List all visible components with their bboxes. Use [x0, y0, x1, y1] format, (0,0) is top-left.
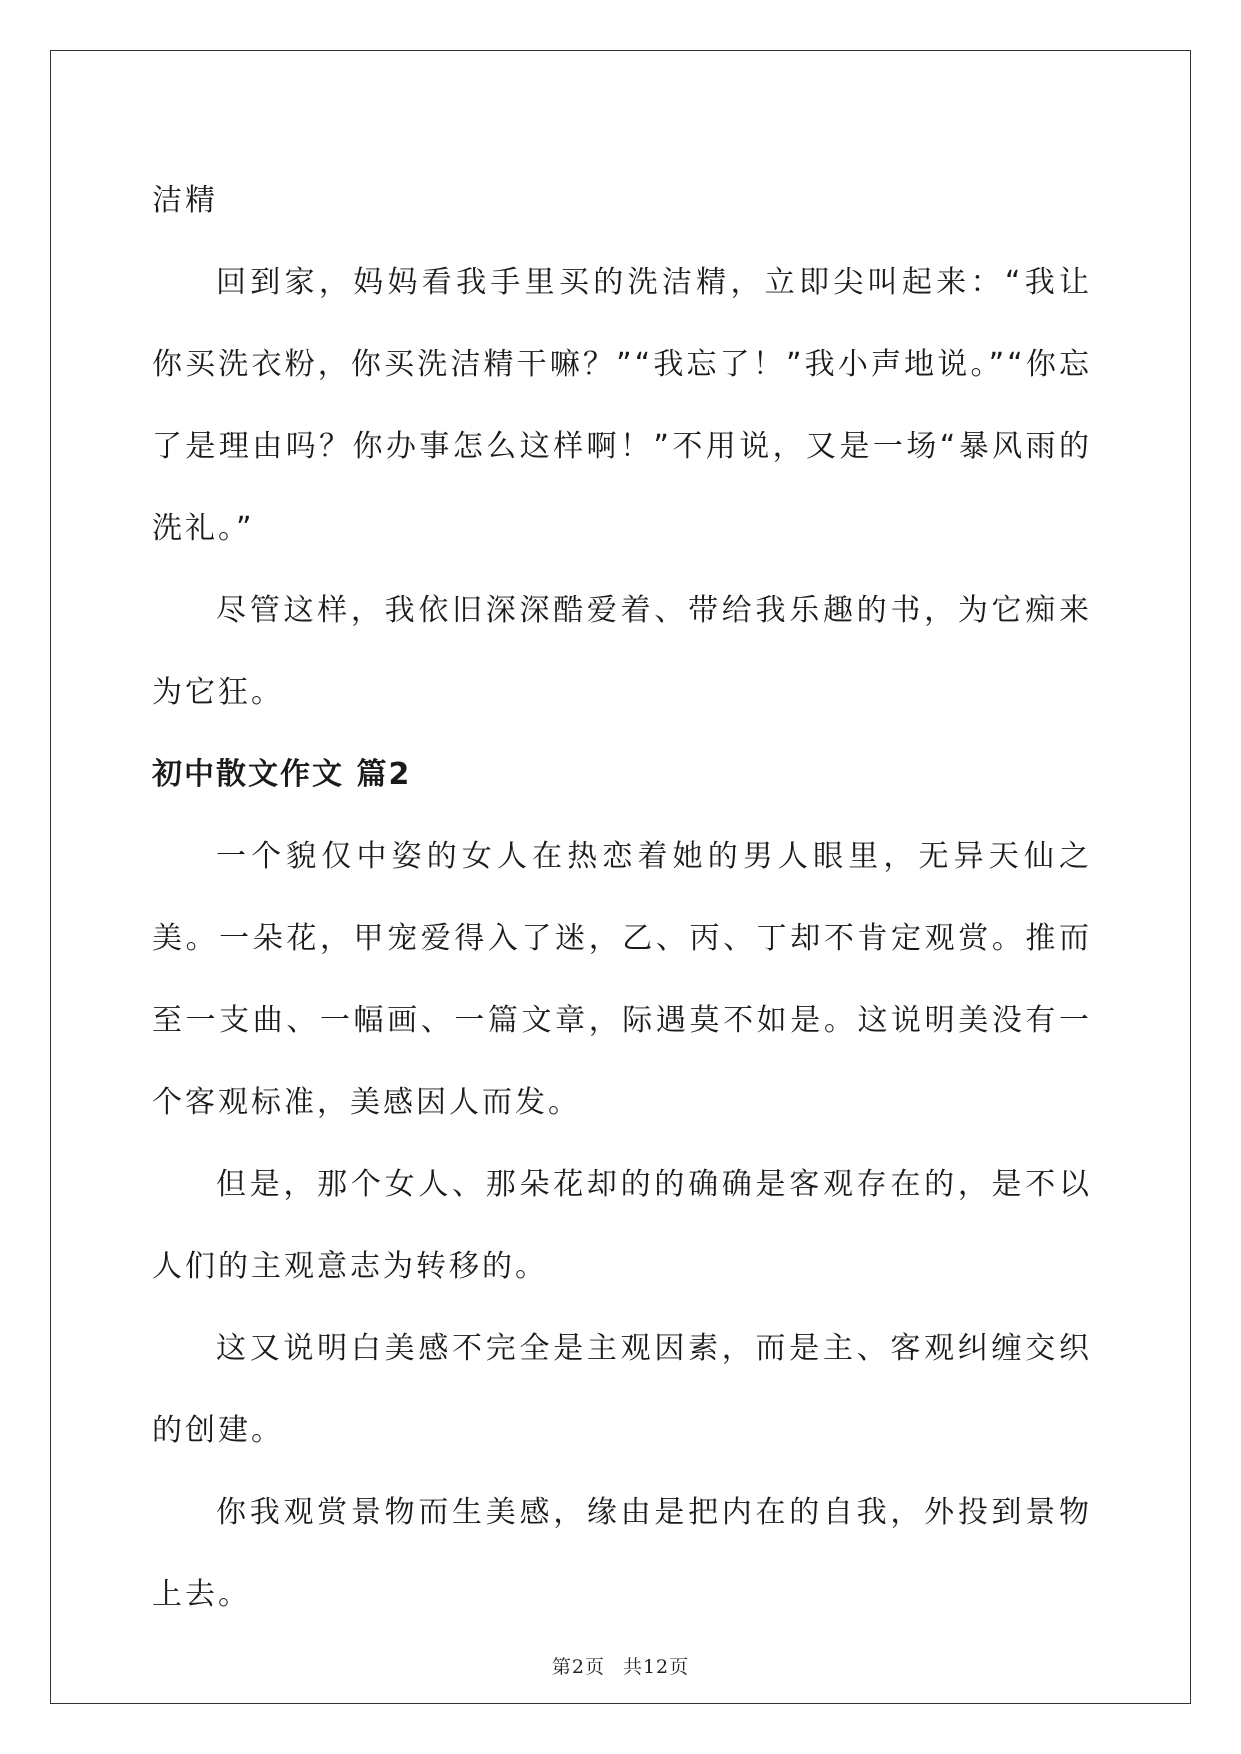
document-body: [152, 160, 1092, 1636]
paragraph: 回到家，妈妈看我手里买的洗洁精，立即尖叫起来：“我让你买洗衣粉，你买洗洁精干嘛？”“我忘了！”我小声地说。”“你忘了是理由吗？你办事怎么这样啊！”不用说，又是一场“暴风雨的洗礼。”: [152, 265, 1092, 546]
paragraph: 一个貌仅中姿的女人在热恋着她的男人眼里，无异天仙之美。一朵花，甲宠爱得入了迷，乙、丙、丁却不肯定观赏。推而至一支曲、一幅画、一篇文章，际遇莫不如是。这说明美没有一个客观标准，美感因人而发。: [152, 839, 1092, 1120]
page-total: 共12页: [622, 1656, 690, 1678]
paragraph: 尽管这样，我依旧深深酷爱着、带给我乐趣的书，为它痴来为它狂。: [152, 593, 1092, 710]
paragraph: 这又说明白美感不完全是主观因素，而是主、客观纠缠交织的创建。: [152, 1331, 1092, 1448]
section-heading: 初中散文作文 篇2: [152, 757, 412, 792]
paragraph: 但是，那个女人、那朵花却的的确确是客观存在的，是不以人们的主观意志为转移的。: [152, 1167, 1092, 1284]
page-footer: [0, 1652, 1241, 1679]
page-number: 第2页: [551, 1656, 605, 1678]
paragraph: 洁精: [152, 183, 218, 218]
paragraph: 你我观赏景物而生美感，缘由是把内在的自我，外投到景物上去。: [152, 1495, 1092, 1612]
